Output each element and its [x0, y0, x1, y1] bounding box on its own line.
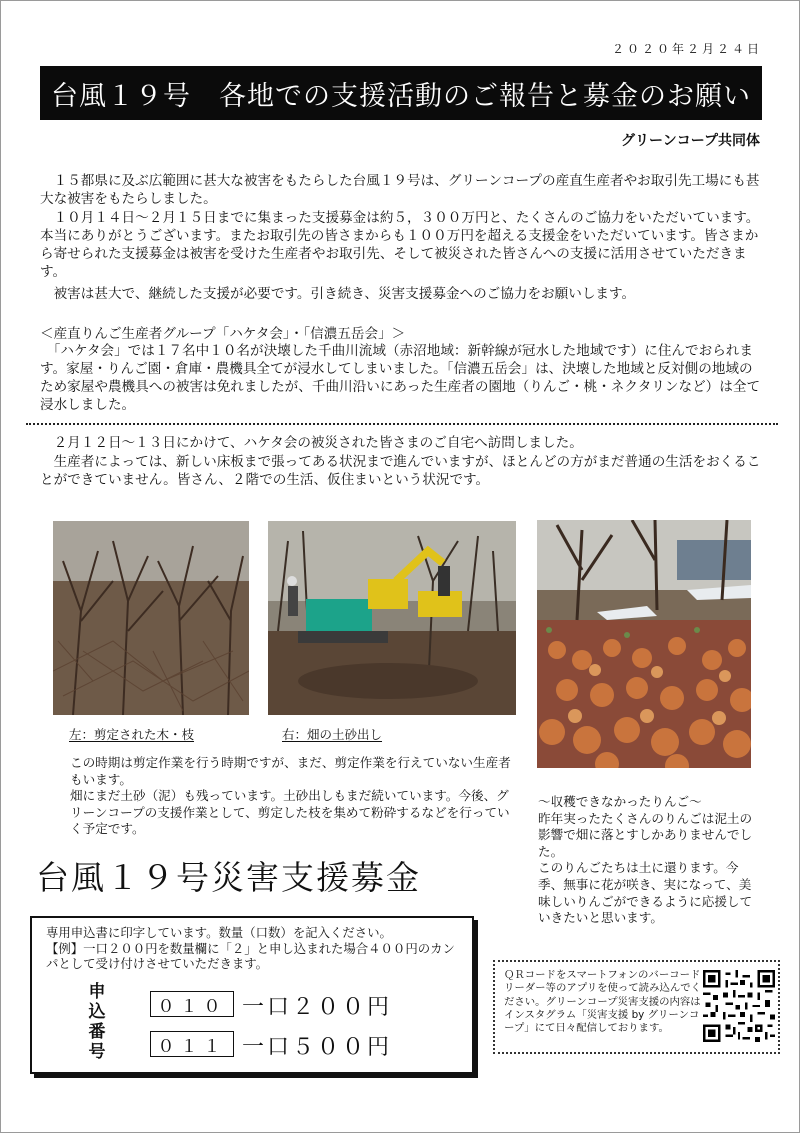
- donation-paragraph: １０月１４日～２月１５日までに集まった支援募金は約５，３００万円と、たくさんのご協力をいただいています。本当にありがとうございます。またお取引先の皆さまからも１００万円を超える支援金をいただいています。皆さまから寄せられた支援募金は被害を受けた生産者やお取引先、そして被災された皆さんへの支援に活用させていただきます。: [40, 210, 760, 280]
- pruned-orchard-photo: [53, 521, 249, 715]
- page-title: 台風１９号 各地での支援活動のご報告と募金のお願い: [40, 66, 762, 120]
- application-number-label: 申込番号: [88, 982, 106, 1062]
- caption-left: 左：剪定された木・枝: [69, 727, 195, 742]
- intro-paragraph: １５都県に及ぶ広範囲に甚大な被害をもたらした台風１９号は、グリーンコープの産直生産者やお取引先工場にも甚大な被害をもたらしました。: [40, 173, 760, 207]
- apple-text: ～収穫できなかったりんご～ 昨年実ったたくさんのりんごは泥土の影響で畑に落とすしかありませんでした。 このりんごたちは土に還ります。今季、無事に花が咲き、実になって、美味しいりんごができるように応援していきたいと思います。: [538, 794, 753, 926]
- fund-heading: 台風１９号災害支援募金: [36, 858, 421, 897]
- unit-price: 一口５００円: [242, 1035, 393, 1060]
- organization-name: グリーンコープ共同体: [620, 133, 760, 149]
- document-date: ２０２０年２月２４日: [611, 42, 762, 56]
- application-code: ０１１: [150, 1031, 234, 1057]
- excavator-photo: [268, 521, 516, 715]
- section-heading: ＜産直りんご生産者グループ「ハケタ会」・「信濃五岳会」＞: [40, 326, 406, 342]
- qr-instructions: ＱＲコードをスマートフォンのバーコードリーダー等のアプリを使って読み込んでください。グリーンコープ災害支援の内容はインスタグラム「災害支援 by グリーンコープ」にて日々配信しております。: [504, 969, 702, 1035]
- producer-paragraph: 「ハケタ会」では１７名中１０名が決壊した千曲川流域（赤沼地域：新幹線が冠水した地域です）に住んでおられます。家屋・りんご園・倉庫・農機具全てが浸水してしまいました。「信濃五岳会」は、決壊した地域と反対側の地域のため家屋や農機具への被害は免れましたが、千曲川沿いにあった生産者の園地（りんご・桃・ネクタリンなど）は全て浸水しました。: [40, 343, 761, 413]
- fund-note: 専用申込書に印字しています。数量（口数）を記入ください。 【例】一口２００円を数量欄に「２」と申し込まれた場合４００円のカンパとして受け付けさせていただきます。: [46, 925, 455, 972]
- status-paragraph: 生産者によっては、新しい床板まで張ってある状況まで進んでいますが、ほとんどの方がまだ普通の生活をおくることができていません。皆さん、２階での生活、仮住まいという状況です。: [40, 454, 761, 488]
- caption-right: 右：畑の土砂出し: [282, 727, 383, 742]
- pruning-description: [70, 755, 520, 838]
- qr-code-icon[interactable]: [703, 970, 775, 1042]
- unit-price: 一口２００円: [242, 995, 393, 1020]
- fallen-apples-photo: [537, 520, 751, 768]
- request-paragraph: 被害は甚大で、継続した支援が必要です。引き続き、災害支援募金へのご協力をお願いします。: [40, 286, 636, 302]
- visit-paragraph: ２月１２日～１３日にかけて、ハケタ会の被災された皆さまのご自宅へ訪問しました。: [40, 435, 583, 451]
- apple-description: [538, 794, 763, 927]
- fund-box: [30, 916, 474, 1074]
- dotted-divider: [26, 423, 778, 425]
- application-code: ０１０: [150, 991, 234, 1017]
- qr-box: [493, 960, 780, 1054]
- pruning-text: この時期は剪定作業を行う時期ですが、まだ、剪定作業を行えていない生産者もいます。 畑にまだ土砂（泥）も残っています。土砂出しもまだ続いています。今後、グリーンコープの支援作業として、剪定した枝を集めて粉砕するなどを行っていく予定です。: [70, 755, 511, 836]
